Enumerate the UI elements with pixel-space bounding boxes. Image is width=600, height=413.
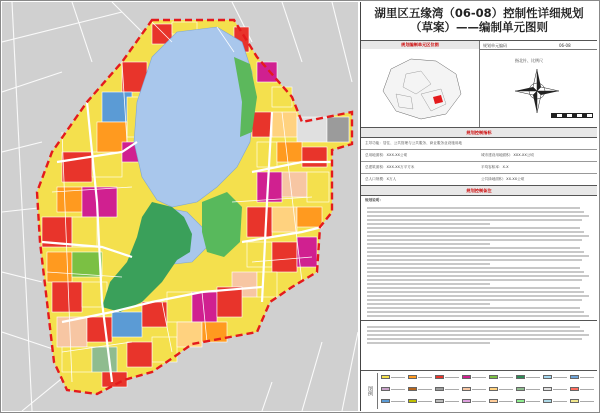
note-text-line xyxy=(367,338,582,340)
land-parcel xyxy=(257,142,277,167)
legend-swatch xyxy=(435,387,444,391)
note-text-line xyxy=(367,303,490,305)
note-text-line xyxy=(367,271,584,273)
legend-text xyxy=(391,377,405,378)
note-text-line xyxy=(367,259,582,261)
legend-text xyxy=(418,389,432,390)
note-text-line xyxy=(367,342,490,344)
note-text-line xyxy=(367,315,589,317)
land-parcel xyxy=(92,347,117,372)
legend-swatch xyxy=(408,375,417,379)
note-text-line xyxy=(367,263,490,265)
note-text-line xyxy=(367,239,582,241)
land-parcel xyxy=(302,147,327,167)
legend-text xyxy=(418,377,432,378)
legend-text xyxy=(553,377,567,378)
land-parcel xyxy=(127,342,152,367)
legend-text xyxy=(580,377,594,378)
land-parcel xyxy=(277,142,302,162)
land-parcel xyxy=(57,317,87,347)
note-text-line xyxy=(367,211,584,213)
legend-swatch xyxy=(516,399,525,403)
scale-label: 指北针、比例尺 xyxy=(515,58,543,63)
note-text-line xyxy=(367,247,580,249)
legend-text xyxy=(526,377,540,378)
land-parcel xyxy=(142,302,167,327)
legend-swatch xyxy=(489,387,498,391)
land-parcel xyxy=(82,187,117,217)
note-text-line xyxy=(367,311,584,313)
legend-swatch xyxy=(462,387,471,391)
side-panel xyxy=(360,2,597,411)
note-text-line xyxy=(367,279,582,281)
document-title xyxy=(361,2,597,35)
compass-rose-icon xyxy=(507,66,567,116)
legend-text xyxy=(499,389,513,390)
legend-swatch xyxy=(381,387,390,391)
legend-swatch xyxy=(570,375,579,379)
legend-swatch xyxy=(381,399,390,403)
note-text-line xyxy=(367,307,580,309)
legend-swatch xyxy=(570,387,579,391)
legend-text xyxy=(499,377,513,378)
land-parcel xyxy=(52,282,82,312)
legend-text xyxy=(445,389,459,390)
legend-swatch xyxy=(435,375,444,379)
note-text-line xyxy=(367,207,580,209)
legend-text xyxy=(445,401,459,402)
note-text-line xyxy=(367,251,584,253)
note-text-line xyxy=(367,334,589,336)
legend-text xyxy=(418,401,432,402)
control-far: 平均容积率：X.X xyxy=(481,165,509,169)
note-text-line xyxy=(367,291,584,293)
note-text-line xyxy=(367,287,580,289)
land-parcel xyxy=(72,252,102,277)
note-text-line xyxy=(367,295,589,297)
control-row-1: 主导功能：居住、公共管理与公共服务、商业服务业设施用地 xyxy=(365,141,463,145)
legend-text xyxy=(472,401,486,402)
control-population: 总人口规模：X万人 xyxy=(365,177,397,181)
location-map-block xyxy=(361,41,480,127)
legend-label: 图例 xyxy=(363,373,378,409)
legend-swatch xyxy=(516,375,525,379)
legend-text xyxy=(472,377,486,378)
legend-text xyxy=(391,401,405,402)
legend-text xyxy=(499,401,513,402)
land-parcel xyxy=(102,372,127,387)
legend-text xyxy=(526,389,540,390)
note-text-line xyxy=(367,231,584,233)
legend xyxy=(361,370,597,411)
land-parcel xyxy=(62,347,92,372)
legend-swatch xyxy=(543,387,552,391)
land-parcel xyxy=(257,272,277,297)
note-text-line xyxy=(367,330,584,332)
note-text-line xyxy=(367,283,490,285)
title-line-1: 湖里区五缘湾（06-08）控制性详细规划 xyxy=(374,6,584,20)
location-minimap xyxy=(361,49,479,127)
control-total-area: 总用地面积：XXX.XX公顷 xyxy=(365,153,408,157)
note-text-line xyxy=(367,299,582,301)
control-construction-area: 城市建设用地面积：XXX.XX公顷 xyxy=(481,153,534,157)
land-parcel xyxy=(257,62,277,82)
title-line-2: （草案）——编制单元图则 xyxy=(410,20,548,35)
land-parcel xyxy=(47,252,72,282)
legend-text xyxy=(391,389,405,390)
legend-text xyxy=(472,389,486,390)
legend-text xyxy=(580,389,594,390)
note-text-line xyxy=(367,243,490,245)
legend-swatch xyxy=(489,375,498,379)
control-header: 规划控制指标 xyxy=(361,128,597,137)
legend-swatch xyxy=(516,387,525,391)
note-text-line xyxy=(367,267,580,269)
note-text-line xyxy=(367,227,580,229)
notes-subheader: 规划说明： xyxy=(365,198,383,202)
legend-swatch xyxy=(489,399,498,403)
location-header: 规划编制单元区位图 xyxy=(361,41,479,49)
control-green-area: 公共绿地面积：XX.XX公顷 xyxy=(481,177,525,181)
note-text-line xyxy=(367,275,589,277)
legend-swatch xyxy=(435,399,444,403)
code-block xyxy=(479,41,597,127)
unit-code-label: 规划单元编码 xyxy=(483,43,507,48)
note-text-line xyxy=(367,219,582,221)
land-parcel xyxy=(282,172,307,197)
land-parcel xyxy=(152,337,177,362)
land-parcel xyxy=(87,317,112,342)
legend-swatch xyxy=(543,399,552,403)
legend-text xyxy=(553,401,567,402)
land-parcel xyxy=(272,87,292,107)
land-parcel xyxy=(252,112,272,137)
legend-swatch xyxy=(570,399,579,403)
land-parcel xyxy=(327,117,349,142)
legend-swatch xyxy=(462,375,471,379)
legend-text xyxy=(526,401,540,402)
land-parcel xyxy=(247,242,272,267)
notes-footer xyxy=(367,324,591,346)
legend-text xyxy=(580,401,594,402)
land-parcel xyxy=(272,242,297,272)
note-text-line xyxy=(367,215,589,217)
note-text-line xyxy=(367,326,580,328)
control-floor-area: 总建筑面积：XXX.XX万平方米 xyxy=(365,165,415,169)
legend-text xyxy=(553,389,567,390)
note-text-line xyxy=(367,235,589,237)
legend-text xyxy=(445,377,459,378)
legend-swatch xyxy=(462,399,471,403)
scale-bar xyxy=(551,113,593,118)
notes-header: 规划控制备注 xyxy=(361,186,597,195)
notes-body xyxy=(367,205,591,319)
legend-swatch xyxy=(408,399,417,403)
land-parcel xyxy=(297,207,322,227)
note-text-line xyxy=(367,223,490,225)
note-text-line xyxy=(367,255,589,257)
legend-swatch xyxy=(543,375,552,379)
land-parcel xyxy=(72,217,97,247)
legend-swatch xyxy=(381,375,390,379)
legend-swatch xyxy=(408,387,417,391)
land-parcel xyxy=(247,207,272,237)
land-parcel xyxy=(112,312,142,337)
unit-code-value: 06-08 xyxy=(559,43,571,48)
land-use-map xyxy=(2,2,358,411)
